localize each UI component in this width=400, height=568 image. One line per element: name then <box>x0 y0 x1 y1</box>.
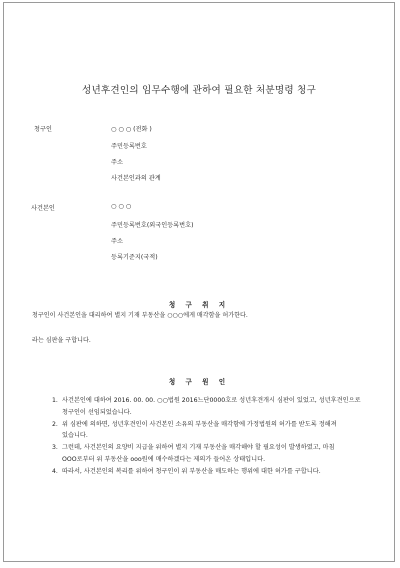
reason-text: 위 심판에 의하면, 성년후견인이 사건본인 소유의 부동산을 매각함에 가정법원의 허가를 받도록 정해져 있습니다. <box>62 420 337 439</box>
claimant-address-field: 주소 <box>111 159 123 166</box>
document-page <box>3 2 395 562</box>
reason-item <box>52 442 364 465</box>
claimant-id-field: 주민등록번호 <box>111 143 147 150</box>
reason-item <box>52 466 364 478</box>
reason-number: 3. <box>52 444 58 451</box>
purpose-line-2: 라는 심판을 구합니다. <box>32 337 91 344</box>
claimant-relation-field: 사건본인과의 관계 <box>111 175 161 182</box>
subject-address-field: 주소 <box>111 238 123 245</box>
reasons-heading: 청 구 원 인 <box>168 378 230 386</box>
reason-number: 2. <box>52 420 58 428</box>
reason-item <box>52 419 364 442</box>
reason-number: 4. <box>52 467 58 475</box>
claimant-name-line: ○ ○ ○ (전화 ) <box>111 126 152 133</box>
subject-id-field: 주민등록번호(외국인등록번호) <box>111 222 194 229</box>
reason-text: 사건본인에 대하여 2016. 00. 00. ○○법원 2016느단0000호로 성년후견개시 심판이 있었고, 성년후견인으로 청구인이 선임되었습니다. <box>62 397 361 416</box>
purpose-heading: 청 구 취 지 <box>168 301 230 309</box>
claimant-label: 청구인 <box>34 126 52 133</box>
reason-number: 1. <box>52 397 58 404</box>
reasons-list <box>52 395 364 478</box>
document-title: 성년후견인의 임무수행에 관하여 필요한 처분명령 청구 <box>81 85 316 96</box>
subject-registry-field: 등록기준지(국적) <box>111 254 158 261</box>
purpose-line-1: 청구인이 사건본인을 대리하여 별지 기재 부동산을 ○○○에게 매각함을 허가한다. <box>32 312 248 319</box>
reason-item <box>52 395 364 418</box>
subject-label: 사건본인 <box>31 205 55 212</box>
subject-name-line: ○ ○ ○ <box>111 203 132 210</box>
reason-text: 따라서, 사건본인의 복리를 위하여 청구인이 위 부동산을 매도하는 행위에 대한 허가를 구합니다. <box>62 467 321 475</box>
reason-text: 그런데, 사건본인의 요양비 지급을 위하여 별지 기재 부동산을 매각해야 할 필요성이 발생하였고, 마침 OOO로부터 위 부동산을 ooo원에 매수하겠다는 제의가 들어온 상태입니다. <box>62 444 335 463</box>
